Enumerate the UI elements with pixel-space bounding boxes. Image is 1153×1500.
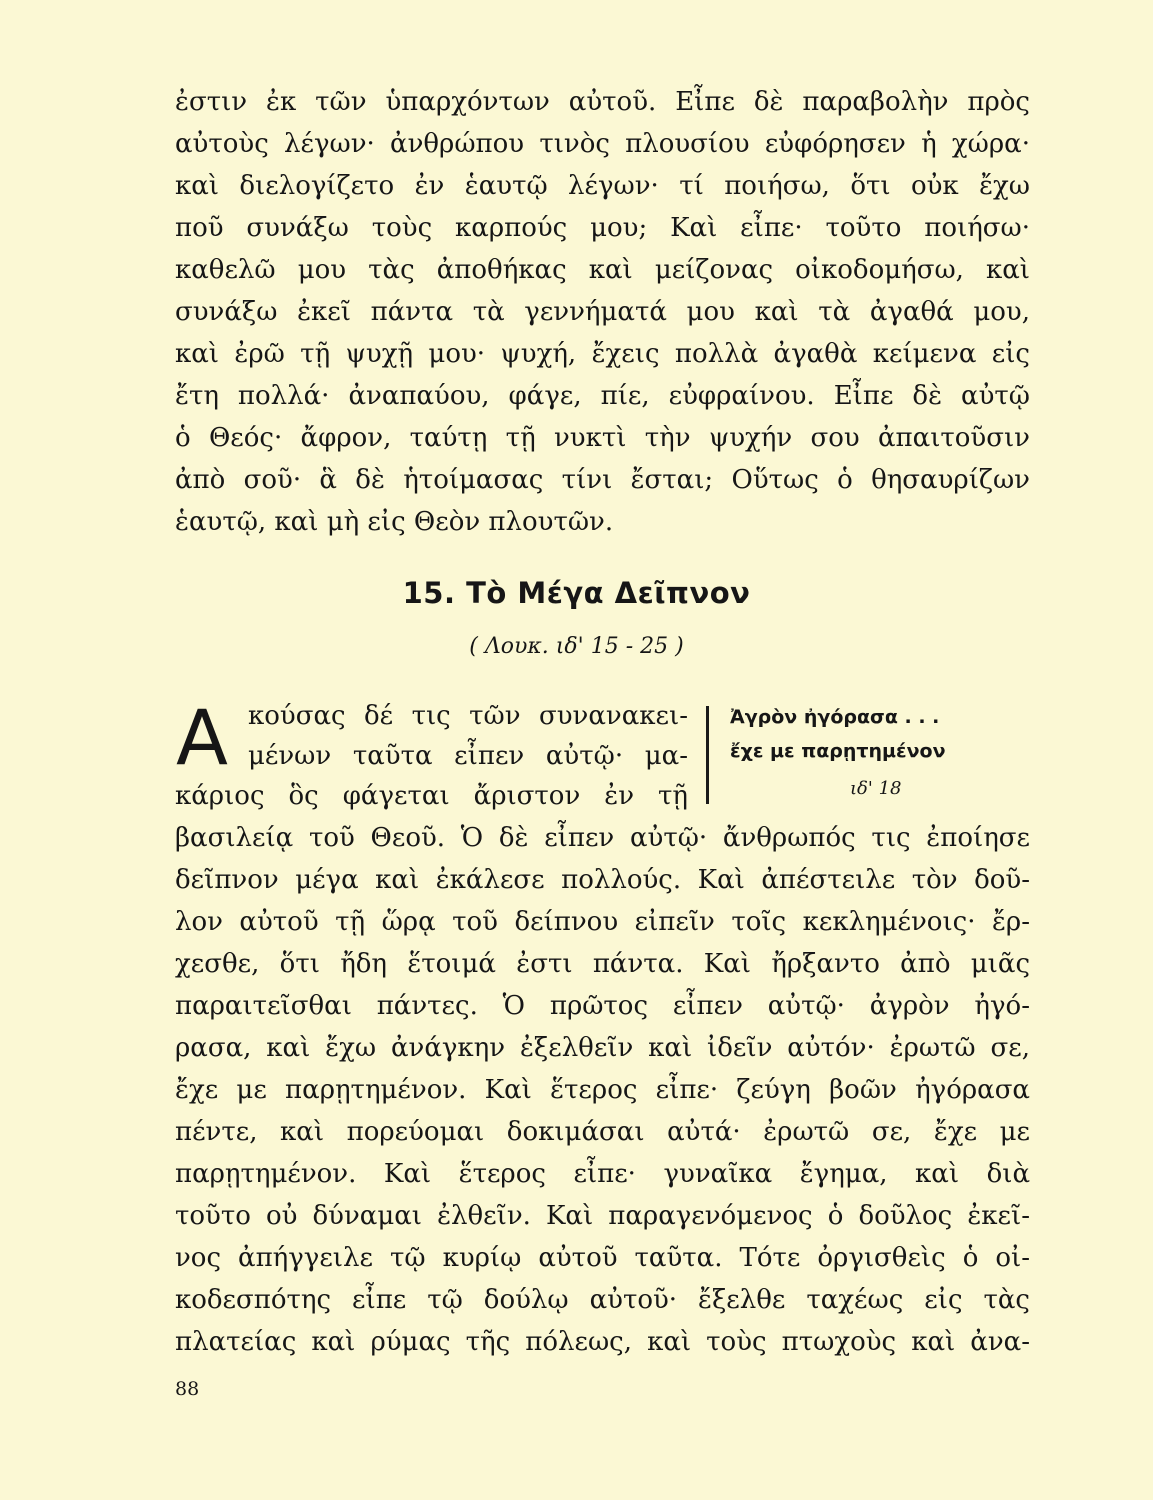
text-line: τοῦτο οὐ δύναμαι ἐλθεῖν. Καὶ παραγενόμενος ὁ δοῦλος ἐκεῖ- xyxy=(175,1201,1030,1231)
text-line: ποῦ συνάξω τοὺς καρπούς μου; Καὶ εἶπε· τοῦτο ποιήσω· xyxy=(175,213,1030,243)
text-line: κάριος ὃς φάγεται ἄριστον ἐν τῇ xyxy=(175,781,688,811)
text-line: κοδεσπότης εἶπε τῷ δούλῳ αὐτοῦ· ἔξελθε ταχέως εἰς τὰς xyxy=(175,1285,1030,1315)
text-line: αὐτοὺς λέγων· ἀνθρώπου τινὸς πλουσίου εὐφόρησεν ἡ χώρα· xyxy=(175,129,1030,159)
page-number: 88 xyxy=(175,1378,200,1400)
text-line: λον αὐτοῦ τῇ ὥρᾳ τοῦ δείπνου εἰπεῖν τοῖς κεκλημένοις· ἔρ- xyxy=(175,907,1030,937)
section-title: 15. Τὸ Μέγα Δεῖπνον xyxy=(402,576,751,610)
text-line: ἑαυτῷ, καὶ μὴ εἰς Θεὸν πλουτῶν. xyxy=(175,507,614,537)
text-line: καὶ διελογίζετο ἐν ἑαυτῷ λέγων· τί ποιήσω, ὅτι οὐκ ἔχω xyxy=(175,171,1030,201)
sidebox-line: Ἀγρὸν ἠγόρασα . . . xyxy=(730,706,940,728)
sidebox-reference: ιδ' 18 xyxy=(850,778,902,799)
text-line: κούσας δέ τις τῶν συνανακει- xyxy=(248,701,688,731)
section-reference: ( Λουκ. ιδ' 15 - 25 ) xyxy=(469,634,684,659)
text-line: μένων ταῦτα εἶπεν αὐτῷ· μα- xyxy=(248,741,688,771)
text-line: ἔχε με παρῃτημένον. Καὶ ἕτερος εἶπε· ζεύγη βοῶν ἠγόρασα xyxy=(175,1075,1030,1105)
text-line: πλατείας καὶ ρύμας τῆς πόλεως, καὶ τοὺς πτωχοὺς καὶ ἀνα- xyxy=(175,1327,1030,1357)
text-line: καθελῶ μου τὰς ἀποθήκας καὶ μείζονας οἰκοδομήσω, καὶ xyxy=(175,255,1030,285)
text-line: παρῃτημένον. Καὶ ἕτερος εἶπε· γυναῖκα ἔγημα, καὶ διὰ xyxy=(175,1159,1030,1189)
text-line: ἀπὸ σοῦ· ἃ δὲ ἡτοίμασας τίνι ἔσται; Οὕτως ὁ θησαυρίζων xyxy=(175,465,1030,495)
text-line: συνάξω ἐκεῖ πάντα τὰ γεννήματά μου καὶ τὰ ἀγαθά μου, xyxy=(175,297,1030,327)
drop-cap: Α xyxy=(176,693,228,782)
sidebox-rule xyxy=(706,706,709,804)
text-line: ρασα, καὶ ἔχω ἀνάγκην ἐξελθεῖν καὶ ἰδεῖν αὐτόν· ἐρωτῶ σε, xyxy=(175,1033,1030,1063)
text-line: καὶ ἐρῶ τῇ ψυχῇ μου· ψυχή, ἔχεις πολλὰ ἀγαθὰ κείμενα εἰς xyxy=(175,339,1030,369)
text-line: ἐστιν ἐκ τῶν ὑπαρχόντων αὐτοῦ. Εἶπε δὲ παραβολὴν πρὸς xyxy=(175,87,1030,117)
text-line: χεσθε, ὅτι ἤδη ἕτοιμά ἐστι πάντα. Καὶ ἤρξαντο ἀπὸ μιᾶς xyxy=(175,949,1030,979)
text-line: βασιλείᾳ τοῦ Θεοῦ. Ὁ δὲ εἶπεν αὐτῷ· ἄνθρωπός τις ἐποίησε xyxy=(175,823,1030,853)
text-line: πέντε, καὶ πορεύομαι δοκιμάσαι αὐτά· ἐρωτῶ σε, ἔχε με xyxy=(175,1117,1030,1147)
text-line: νος ἀπήγγειλε τῷ κυρίῳ αὐτοῦ ταῦτα. Τότε ὀργισθεὶς ὁ οἰ- xyxy=(175,1243,1030,1273)
text-line: ὁ Θεός· ἄφρον, ταύτῃ τῇ νυκτὶ τὴν ψυχήν σου ἀπαιτοῦσιν xyxy=(175,423,1030,453)
text-line: ἔτη πολλά· ἀναπαύου, φάγε, πίε, εὐφραίνου. Εἶπε δὲ αὐτῷ xyxy=(175,381,1030,411)
text-line: δεῖπνον μέγα καὶ ἐκάλεσε πολλούς. Καὶ ἀπέστειλε τὸν δοῦ- xyxy=(175,865,1030,895)
sidebox-line: ἔχε με παρῃτημένον xyxy=(730,740,946,762)
text-line: παραιτεῖσθαι πάντες. Ὁ πρῶτος εἶπεν αὐτῷ· ἀγρὸν ἠγό- xyxy=(175,991,1030,1021)
